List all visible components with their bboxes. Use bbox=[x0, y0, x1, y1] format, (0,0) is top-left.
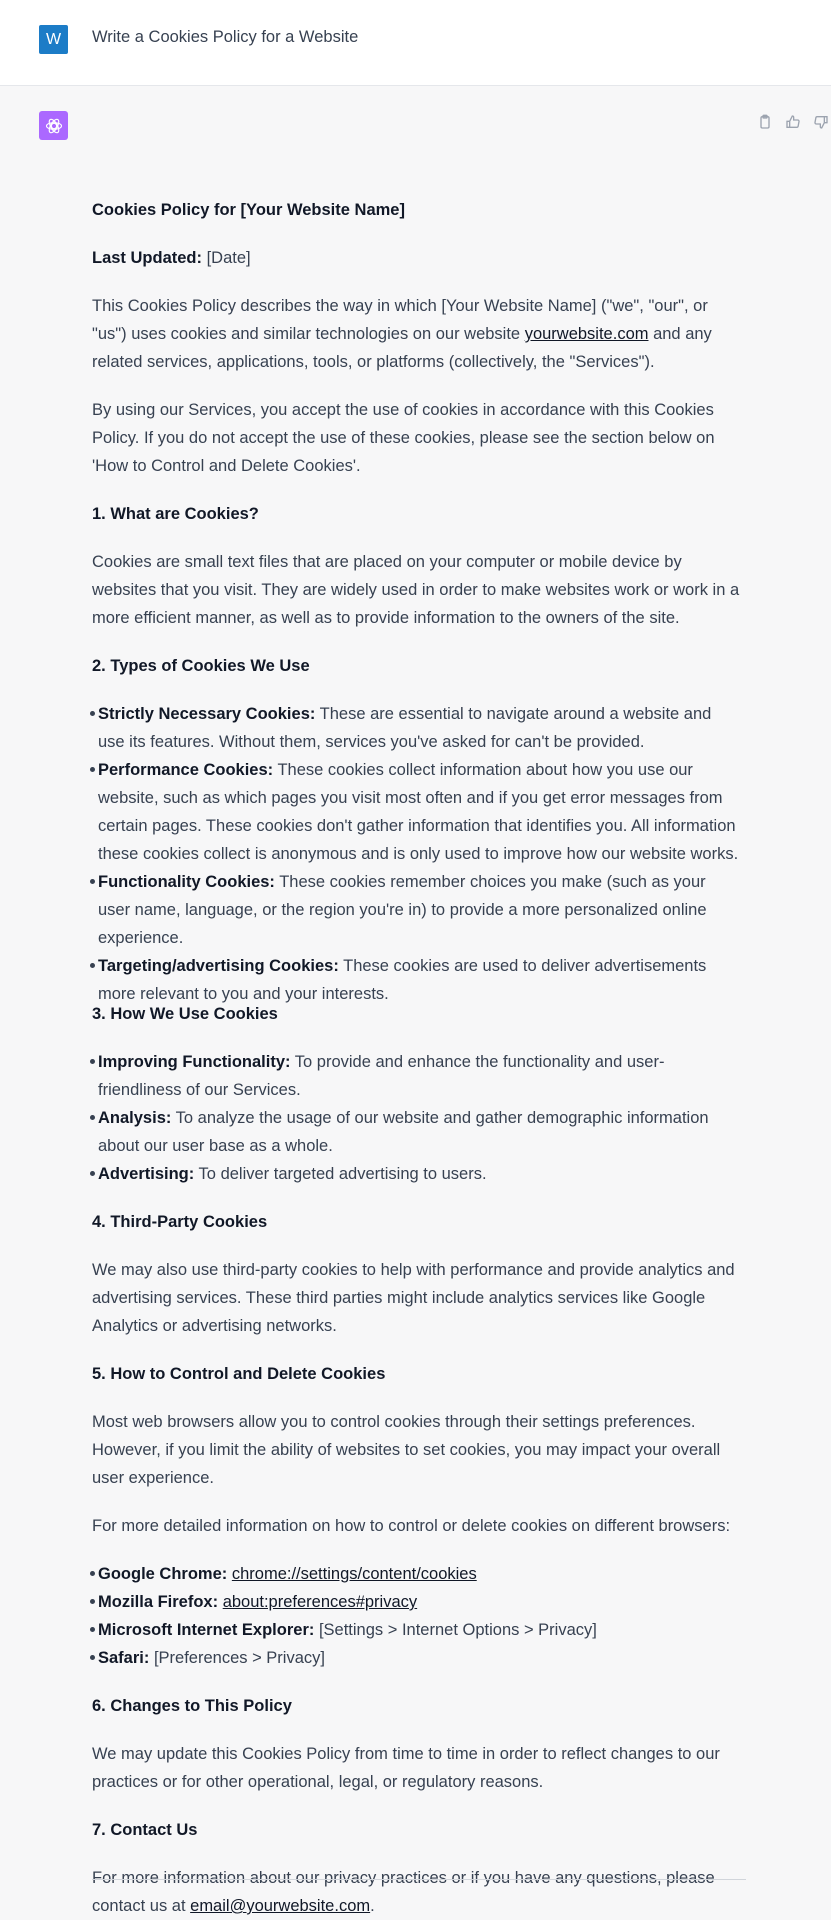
firefox-link[interactable]: about:preferences#privacy bbox=[222, 1593, 418, 1611]
copy-button[interactable] bbox=[755, 112, 775, 132]
list-item: Advertising: To deliver targeted advertising to users. bbox=[98, 1160, 742, 1188]
policy-title: Cookies Policy for [Your Website Name] bbox=[92, 201, 405, 219]
website-link[interactable]: yourwebsite.com bbox=[524, 325, 649, 343]
section-4-heading: 4. Third-Party Cookies bbox=[92, 1213, 268, 1231]
list-item: Improving Functionality: To provide and enhance the functionality and user-friendliness of our Services. bbox=[98, 1048, 742, 1104]
section-6-heading: 6. Changes to This Policy bbox=[92, 1697, 292, 1715]
list-item: Google Chrome: chrome://settings/content/cookies bbox=[98, 1560, 597, 1588]
user-message-text: Write a Cookies Policy for a Website bbox=[92, 28, 359, 46]
section-1-body: Cookies are small text files that are placed on your computer or mobile device by websites that you visit. They are widely used in order to make websites work or work in a more efficient manner, as well as to provide information to the owners of the site. bbox=[92, 553, 740, 627]
section-1-heading: 1. What are Cookies? bbox=[92, 505, 259, 523]
section-7-body: For more information about our privacy practices or if you have any questions, please contact us at email@yourwebsite.com. bbox=[92, 1869, 715, 1915]
section-6-body: We may update this Cookies Policy from time to time in order to reflect changes to our practices or for other operational, legal, or regulatory reasons. bbox=[92, 1745, 720, 1791]
last-updated: Last Updated: [Date] bbox=[92, 249, 251, 267]
list-item: Mozilla Firefox: about:preferences#privacy bbox=[98, 1588, 597, 1616]
section-2-heading: 2. Types of Cookies We Use bbox=[92, 657, 310, 675]
cookie-types-list bbox=[92, 700, 742, 1008]
list-item: Performance Cookies: These cookies collect information about how you use our website, such as which pages you visit most often and if you get error messages from certain pages. These cookies don't gather information that identifies you. All information these cookies collect is anonymous and is only used to improve how our website works. bbox=[98, 756, 742, 868]
section-7-heading: 7. Contact Us bbox=[92, 1821, 198, 1839]
intro-paragraph-2: By using our Services, you accept the use of cookies in accordance with this Cookies Policy. If you do not accept the use of these cookies, please see the section below on 'How to Control and Delete Cookies'. bbox=[92, 401, 715, 475]
intro-paragraph-1: This Cookies Policy describes the way in which [Your Website Name] ("we", "our", or "us") uses cookies and similar technologies on our website yourwebsite.com and any related services, applications, tools, or platforms (collectively, the "Services"). bbox=[92, 297, 712, 371]
list-item: Targeting/advertising Cookies: These cookies are used to deliver advertisements more relevant to you and your interests. bbox=[98, 952, 742, 1008]
dislike-button[interactable] bbox=[811, 112, 831, 132]
list-item: Analysis: To analyze the usage of our website and gather demographic information about our user base as a whole. bbox=[98, 1104, 742, 1160]
assistant-avatar bbox=[39, 111, 68, 140]
browser-list bbox=[92, 1560, 597, 1672]
section-5-body-1: Most web browsers allow you to control cookies through their settings preferences. However, if you limit the ability of websites to set cookies, you may impact your overall user experience. bbox=[92, 1413, 721, 1487]
list-item: Safari: [Preferences > Privacy] bbox=[98, 1644, 597, 1672]
section-3-heading: 3. How We Use Cookies bbox=[92, 1005, 278, 1023]
section-5-heading: 5. How to Control and Delete Cookies bbox=[92, 1365, 386, 1383]
section-5-body-2: For more detailed information on how to control or delete cookies on different browsers: bbox=[92, 1517, 731, 1535]
openai-logo-icon bbox=[44, 116, 64, 136]
list-item: Functionality Cookies: These cookies remember choices you make (such as your user name, language, or the region you're in) to provide a more personalized online experience. bbox=[98, 868, 742, 952]
contact-email-link[interactable]: email@yourwebsite.com bbox=[190, 1897, 371, 1915]
user-message-row bbox=[0, 0, 831, 86]
bottom-divider bbox=[92, 1879, 746, 1880]
thumbs-up-icon bbox=[785, 114, 801, 130]
section-4-body: We may also use third-party cookies to help with performance and provide analytics and advertising services. These third parties might include analytics services like Google Analytics or advertising networks. bbox=[92, 1261, 735, 1335]
thumbs-down-icon bbox=[813, 114, 829, 130]
message-actions bbox=[755, 112, 831, 132]
cookie-uses-list bbox=[92, 1048, 742, 1188]
like-button[interactable] bbox=[783, 112, 803, 132]
chrome-link[interactable]: chrome://settings/content/cookies bbox=[231, 1565, 477, 1583]
list-item: Strictly Necessary Cookies: These are essential to navigate around a website and use its features. Without them, services you've asked for can't be provided. bbox=[98, 700, 742, 756]
list-item: Microsoft Internet Explorer: [Settings > Internet Options > Privacy] bbox=[98, 1616, 597, 1644]
user-avatar: W bbox=[39, 25, 68, 54]
clipboard-icon bbox=[757, 114, 773, 130]
